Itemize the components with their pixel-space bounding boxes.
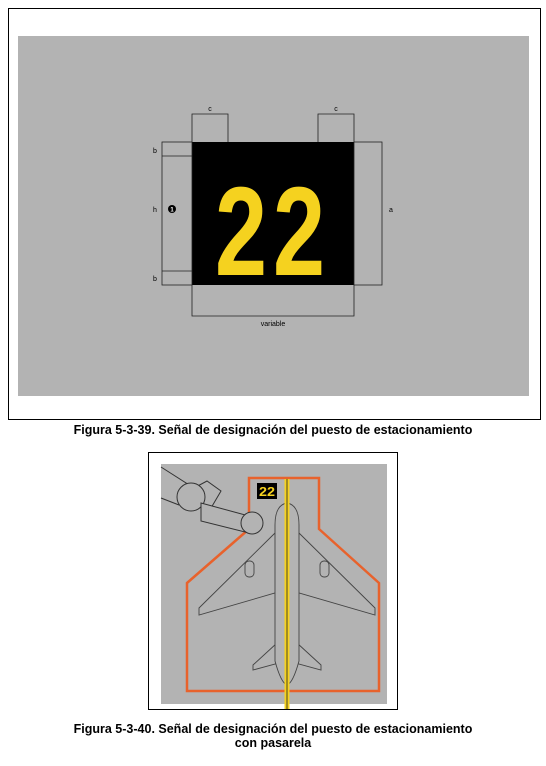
label-c-left: c	[208, 106, 212, 113]
stand-sign-diagram	[9, 9, 540, 419]
label-variable: variable	[260, 321, 286, 328]
caption-line-1: Figura 5-3-40. Señal de designación del puesto de estacionamiento	[73, 722, 473, 736]
stand-with-bridge-diagram	[149, 453, 397, 709]
label-b-top: b	[153, 148, 157, 155]
label-b-bottom: b	[153, 276, 157, 283]
callout-number: 1	[170, 207, 174, 214]
caption-line-2: con pasarela	[234, 736, 312, 750]
label-a: a	[389, 207, 393, 214]
figure-5-3-39-frame	[8, 8, 541, 420]
figure-5-3-40-frame	[148, 452, 398, 710]
label-h: h	[153, 207, 157, 214]
label-c-right: c	[334, 106, 338, 113]
figure-5-3-39-caption: Figura 5-3-39. Señal de designación del puesto de estacionamiento	[73, 423, 473, 437]
figure-5-3-40-caption	[0, 722, 546, 750]
sign-numeral: 22	[215, 161, 331, 302]
stand-sign-number: 22	[259, 484, 275, 499]
